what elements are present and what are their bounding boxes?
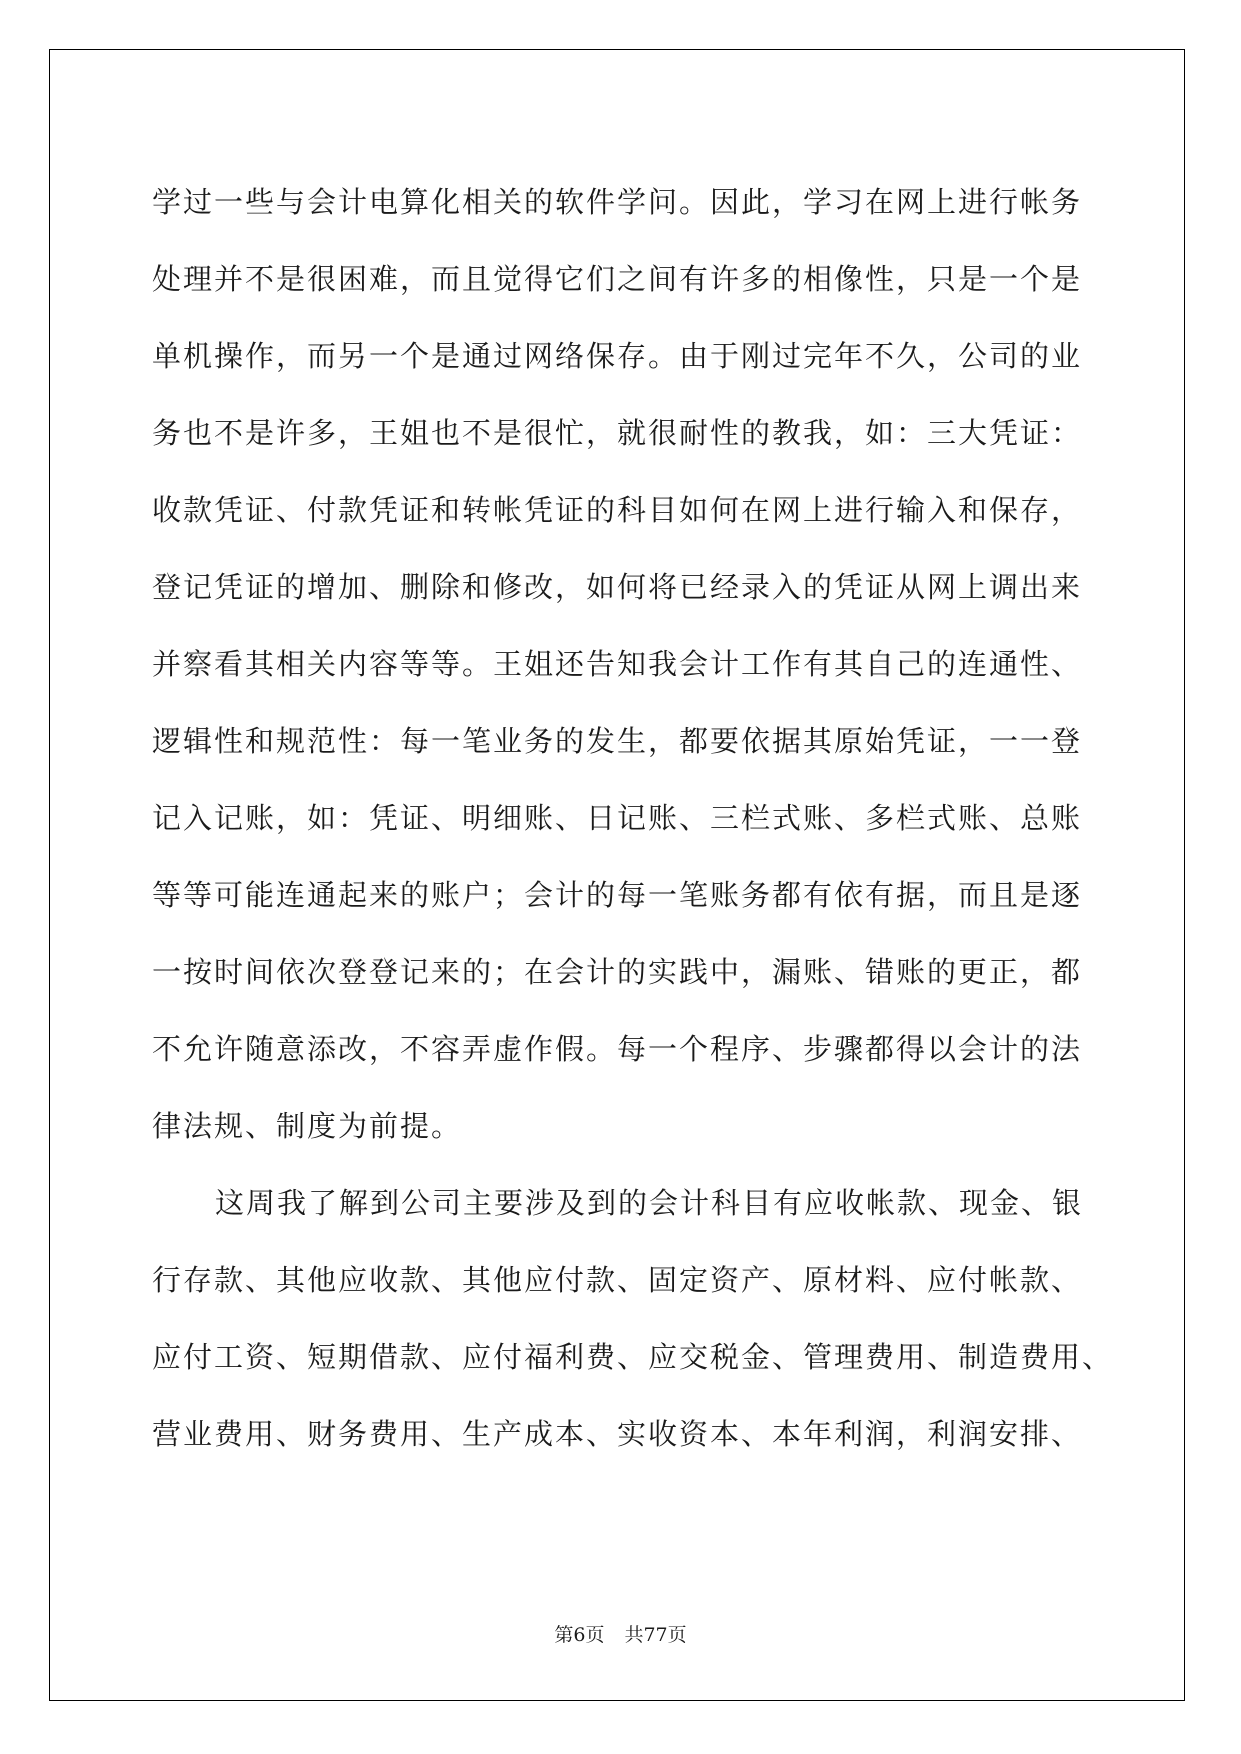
text-line: 不允许随意添改，不容弄虚作假。每一个程序、步骤都得以会计的法 xyxy=(152,1032,1083,1066)
document-body xyxy=(152,164,1114,1473)
text-line: 应付工资、短期借款、应付福利费、应交税金、管理费用、制造费用、 xyxy=(152,1340,1114,1374)
text-line: 记入记账，如：凭证、明细账、日记账、三栏式账、多栏式账、总账 xyxy=(152,801,1083,835)
page-number: 第6页 xyxy=(554,1624,605,1646)
text-line: 营业费用、财务费用、生产成本、实收资本、本年利润，利润安排、 xyxy=(152,1417,1083,1451)
text-line: 律法规、制度为前提。 xyxy=(152,1109,463,1143)
page-footer xyxy=(0,1620,1241,1647)
total-pages: 共77页 xyxy=(624,1624,687,1646)
paragraph-start-line: 这周我了解到公司主要涉及到的会计科目有应收帐款、现金、银 xyxy=(215,1186,1084,1220)
text-line: 一按时间依次登登记来的；在会计的实践中，漏账、错账的更正，都 xyxy=(152,955,1083,989)
text-line: 务也不是许多，王姐也不是很忙，就很耐性的教我，如：三大凭证： xyxy=(152,416,1083,450)
text-line: 行存款、其他应收款、其他应付款、固定资产、原材料、应付帐款、 xyxy=(152,1263,1083,1297)
text-line: 登记凭证的增加、删除和修改，如何将已经录入的凭证从网上调出来 xyxy=(152,570,1083,604)
text-line: 并察看其相关内容等等。王姐还告知我会计工作有其自己的连通性、 xyxy=(152,647,1083,681)
text-line: 等等可能连通起来的账户；会计的每一笔账务都有依有据，而且是逐 xyxy=(152,878,1083,912)
text-line: 收款凭证、付款凭证和转帐凭证的科目如何在网上进行输入和保存， xyxy=(152,493,1083,527)
text-line: 单机操作，而另一个是通过网络保存。由于刚过完年不久，公司的业 xyxy=(152,339,1083,373)
text-line: 处理并不是很困难，而且觉得它们之间有许多的相像性，只是一个是 xyxy=(152,262,1083,296)
text-line: 学过一些与会计电算化相关的软件学问。因此，学习在网上进行帐务 xyxy=(152,185,1083,219)
text-line: 逻辑性和规范性：每一笔业务的发生，都要依据其原始凭证，一一登 xyxy=(152,724,1083,758)
